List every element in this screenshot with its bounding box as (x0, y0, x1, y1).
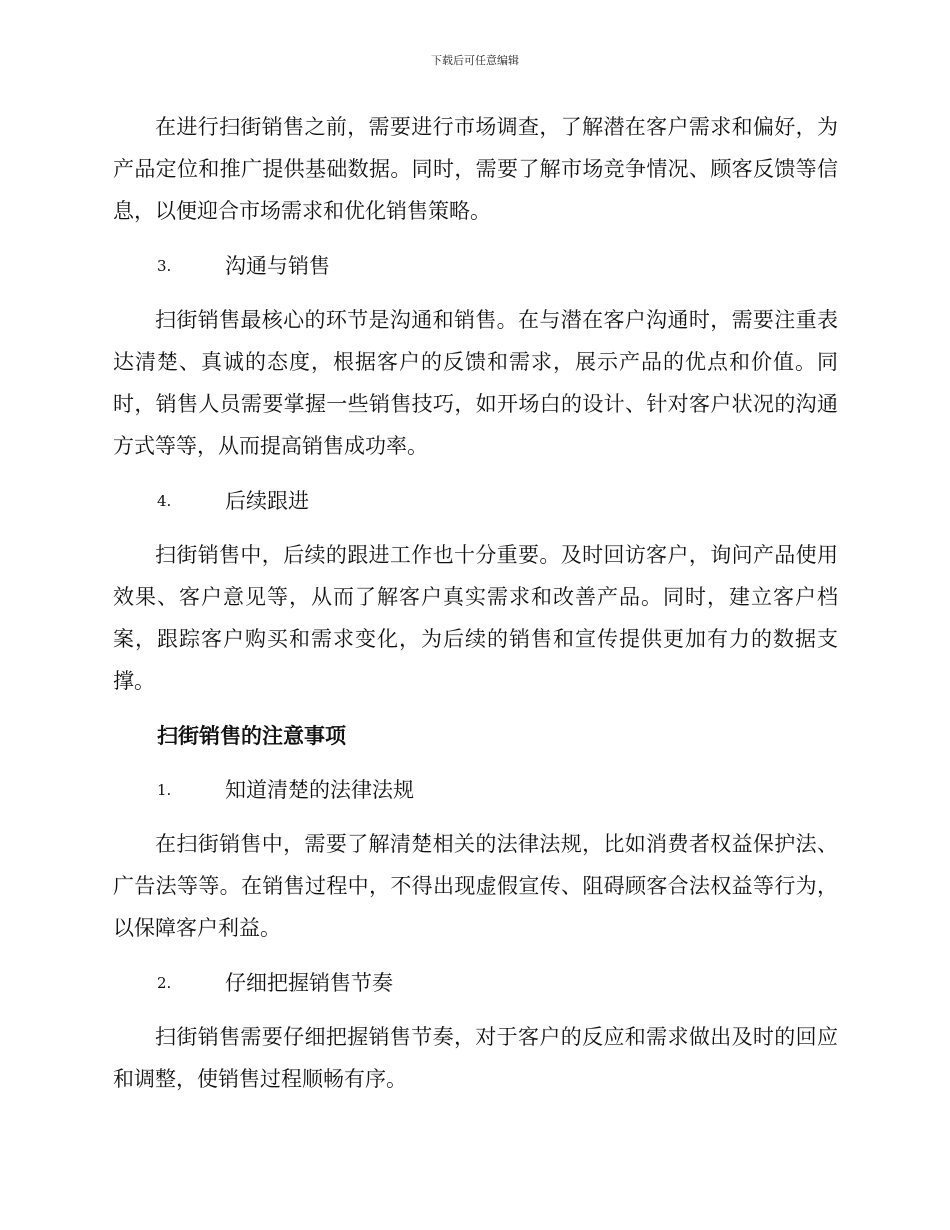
list-item-laws (113, 769, 838, 811)
list-item-label: 仔细把握销售节奏 (225, 971, 393, 995)
list-number: 3. (157, 257, 172, 275)
paragraph-laws: 在扫街销售中，需要了解清楚相关的法律法规，比如消费者权益保护法、广告法等等。在销售过程中，不得出现虚假宣传、阻碍顾客合法权益等行为，以保障客户利益。 (113, 832, 838, 940)
paragraph-sales-rhythm: 扫街销售需要仔细把握销售节奏，对于客户的反应和需求做出及时的回应和调整，使销售过程顺畅有序。 (113, 1025, 838, 1091)
page-header: 下载后可任意编辑 (431, 54, 519, 67)
document-body (113, 106, 838, 1113)
list-item-label: 沟通与销售 (225, 254, 330, 278)
section-heading: 扫街销售的注意事项 (157, 723, 346, 748)
paragraph-follow-up: 扫街销售中，后续的跟进工作也十分重要。及时回访客户，询问产品使用效果、客户意见等，从而了解客户真实需求和改善产品。同时，建立客户档案，跟踪客户购买和需求变化，为后续的销售和宣传提供更加有力的数据支撑。 (113, 543, 838, 693)
paragraph-communication-sales: 扫街销售最核心的环节是沟通和销售。在与潜在客户沟通时，需要注重表达清楚、真诚的态度，根据客户的反馈和需求，展示产品的优点和价值。同时，销售人员需要掌握一些销售技巧，如开场白的设计、针对客户状况的沟通方式等等，从而提高销售成功率。 (113, 308, 838, 458)
list-number: 1. (157, 781, 172, 799)
list-item-label: 后续跟进 (225, 489, 309, 513)
list-item-sales-rhythm (113, 962, 838, 1004)
paragraph-market-research: 在进行扫街销售之前，需要进行市场调查，了解潜在客户需求和偏好，为产品定位和推广提供基础数据。同时，需要了解市场竞争情况、顾客反馈等信息，以便迎合市场需求和优化销售策略。 (113, 115, 838, 223)
list-item-label: 知道清楚的法律法规 (225, 778, 414, 802)
list-number: 4. (157, 492, 172, 510)
list-item-communication-sales (113, 245, 838, 287)
list-item-follow-up (113, 480, 838, 522)
list-number: 2. (157, 974, 172, 992)
